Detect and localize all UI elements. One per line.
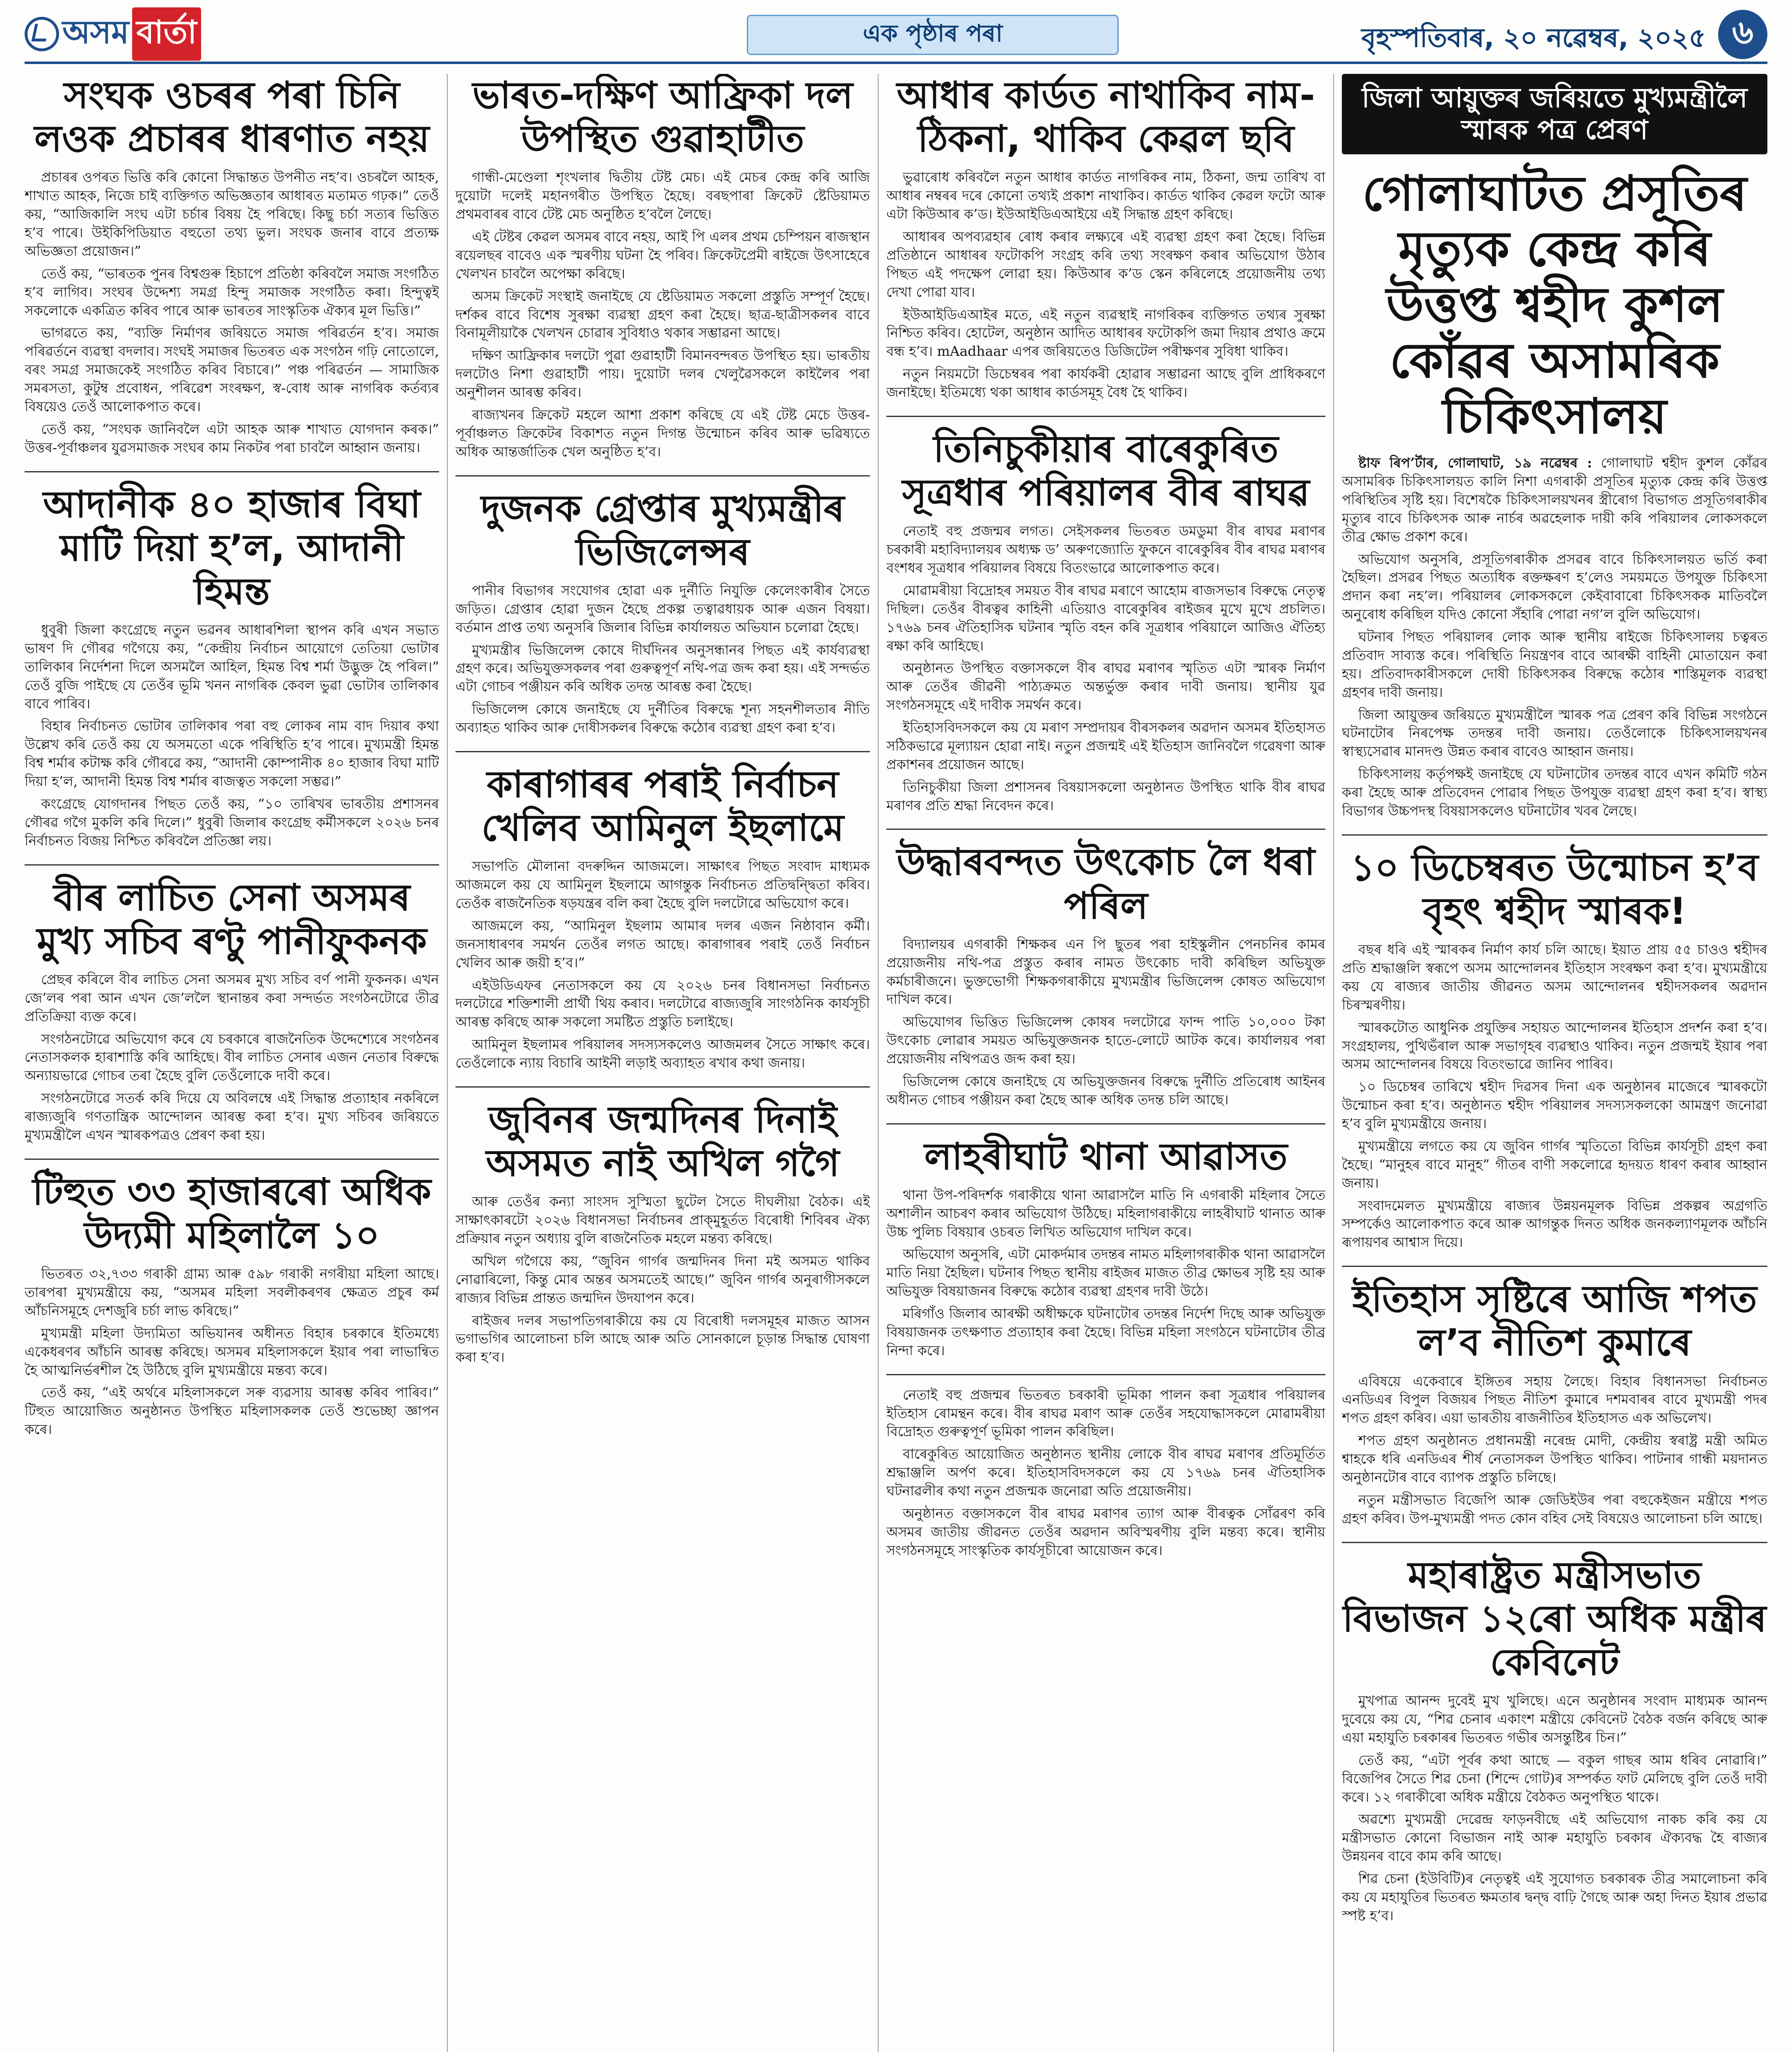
paragraph: অভিযোগ অনুসৰি, প্ৰসূতিগৰাকীক প্ৰসৱৰ বাবে চিকিৎসালয়ত ভৰ্তি কৰা হৈছিল। প্ৰসৱৰ পিছত অত্যধিক ৰক্তক্ষৰণ হ’লেও সময়মতে উপযুক্ত চিকিৎসা প্ৰদান কৰা নহ’ল। পৰিয়ালৰ লোকসকলে কেইবাবাৰো চিকিৎসকক মাতিবলৈ অনুৰোধ কৰিছিল যদিও কোনো সঁহাৰি পোৱা নগ’ল বুলি অভিযোগ। [1342,551,1767,623]
paragraph: তেওঁ কয়, “এটা পূৰ্বৰ কথা আছে — বকুল গাছৰ আম ধৰিব নোৱাৰি।” বিজেপিৰ সৈতে শিৱ চেনা (শিন্দে গোট)ৰ সম্পৰ্কত ফাট মেলিছে বুলি তেওঁ দাবী কৰে। ১২ গৰাকীৰো অধিক মন্ত্ৰীয়ে বৈঠকত অনুপস্থিত থাকে। [1342,1752,1767,1805]
paragraph: তেওঁ কয়, “সংঘক জানিবলৈ এটা আহক আৰু শাখাত যোগদান কৰক।” উত্তৰ-পূৰ্বাঞ্চলৰ যুৱসমাজক সংঘৰ কাম নিকটৰ পৰা চাবলৈ আহ্বান জনায়। [25,421,439,456]
paragraph: আধাৰৰ অপব্যৱহাৰ ৰোধ কৰাৰ লক্ষ্যৰে এই ব্যৱস্থা গ্ৰহণ কৰা হৈছে। বিভিন্ন প্ৰতিষ্ঠানে আধাৰৰ ফটোকপি সংগ্ৰহ কৰি তথ্য সংৰক্ষণ কৰাৰ অভিযোগ উঠাৰ পিছত এই পদক্ষেপ লোৱা হয়। কিউআৰ ক’ড স্কেন কৰিলেহে প্ৰয়োজনীয় তথ্য দেখা পোৱা যাব। [886,229,1325,300]
article [25,74,439,457]
article-body [455,1193,870,1367]
paragraph: এইউডিএফৰ নেতাসকলে কয় যে ২০২৬ চনৰ বিধানসভা নিৰ্বাচনত দলটোৱে শক্তিশালী প্ৰাৰ্থী থিয় কৰাব। দলটোৱে ৰাজ্যজুৰি সাংগঠনিক কাৰ্যসূচী আৰম্ভ কৰিছে আৰু সকলো সমষ্টিত প্ৰস্তুতি চলাইছে। [455,977,870,1030]
paragraph: আৰু তেওঁৰ কন্যা সাংসদ সুস্মিতা ছুটেল সৈতে দীঘলীয়া বৈঠক। এই সাক্ষাৎকাৰটো ২০২৬ বিধানসভা নিৰ্বাচনৰ প্ৰাক্‌মুহূৰ্তত বিৰোধী শিবিৰৰ ঐক্য প্ৰক্ৰিয়াৰ নতুন অধ্যায় বুলি ৰাজনৈতিক মহলে মন্তব্য কৰিছে। [455,1193,870,1246]
article [25,1170,439,1439]
paragraph: স্মাৰকটোত আধুনিক প্ৰযুক্তিৰ সহায়ত আন্দোলনৰ ইতিহাস প্ৰদৰ্শন কৰা হ’ব। সংগ্ৰহালয়, পুথিভঁৰাল আৰু সভাগৃহৰ ব্যৱস্থাও থাকিব। নতুন প্ৰজন্মই ইয়াৰ পৰা অসম আন্দোলনৰ বিষয়ে বিতংভাৱে জানিব পাৰিব। [1342,1019,1767,1072]
lead-headline: গোলাঘাটত প্ৰসূতিৰ মৃত্যুক কেন্দ্ৰ কৰি উত্তপ্ত শ্বহীদ কুশল কোঁৱৰ অসামৰিক চিকিৎসালয় [1362,165,1747,444]
logo-emblem-icon [25,17,59,51]
article-divider [1342,1542,1767,1543]
article-divider [25,864,439,866]
article-body [455,168,870,461]
article-divider [455,1086,870,1088]
article-divider [25,1159,439,1160]
section-title: এক পৃষ্ঠাৰ পৰা [747,15,1119,55]
logo-text-prefix: অসম [62,14,129,51]
article-body [455,582,870,737]
headline: তিনিচুকীয়াৰ বাৰেকুৰিত সূত্ৰধাৰ পৰিয়ালৰ বীৰ ৰাঘৱ [902,427,1310,515]
paragraph: মুখপাত্ৰ আনন্দ দুবেই মুখ খুলিছে। এনে অনুষ্ঠানৰ সংবাদ মাধ্যমক আনন্দ দুবেয়ে কয় যে, “শিৱ চেনাৰ একাংশ মন্ত্ৰীয়ে কেবিনেট বৈঠক বৰ্জন কৰিছে আৰু এয়া মহাযুতি চৰকাৰৰ ভিতৰত গভীৰ অসন্তুষ্টিৰ চিন।” [1342,1692,1767,1745]
headline: জুবিনৰ জন্মদিনৰ দিনাই অসমত নাই অখিল গগৈ [486,1098,840,1185]
paragraph: মোৱামৰীয়া বিদ্ৰোহৰ সময়ত বীৰ ৰাঘৱ মৰাণে আহোম ৰাজসভাৰ বিৰুদ্ধে নেতৃত্ব দিছিল। তেওঁৰ বীৰত্বৰ কাহিনী এতিয়াও বাৰেকুৰিৰ ৰাইজৰ মুখে মুখে প্ৰচলিত। ১৭৬৯ চনৰ ঐতিহাসিক ঘটনাৰ স্মৃতি বহন কৰি সূত্ৰধাৰ পৰিয়ালে আজিও ঐতিহ্য ৰক্ষা কৰি আহিছে। [886,582,1325,654]
article-body [25,971,439,1145]
paragraph: সংগঠনটোৱে সতৰ্ক কৰি দিয়ে যে অবিলম্বে এই সিদ্ধান্ত প্ৰত্যাহাৰ নকৰিলে ৰাজ্যজুৰি গণতান্ত্ৰিক আন্দোলন আৰম্ভ কৰা হ’ব। মুখ্য সচিবৰ জৰিয়তে মুখ্যমন্ত্ৰীলৈ এখন স্মাৰকপত্ৰও প্ৰেৰণ কৰা হয়। [25,1090,439,1143]
paragraph: মুখ্যমন্ত্ৰীয়ে লগতে কয় যে জুবিন গাৰ্গৰ স্মৃতিতো বিভিন্ন কাৰ্যসূচী গ্ৰহণ কৰা হৈছে। “মানুহৰ বাবে মানুহ” গীতৰ বাণী সকলোৱে হৃদয়ত ধাৰণ কৰাৰ আহ্বান জনায়। [1342,1138,1767,1191]
paragraph: অসম ক্ৰিকেট সংস্থাই জনাইছে যে ষ্টেডিয়ামত সকলো প্ৰস্তুতি সম্পূৰ্ণ হৈছে। দৰ্শকৰ বাবে বিশেষ সুৰক্ষা ব্যৱস্থা গ্ৰহণ কৰা হৈছে। ছাত্ৰ-ছাত্ৰীসকলৰ বাবে বিনামূলীয়াকৈ খেলখন চোৱাৰ সুবিধাও থকাৰ সম্ভাৱনা আছে। [455,288,870,341]
headline: বীৰ লাচিত সেনা অসমৰ মুখ্য সচিব ৰণ্টু পানীফুকনক [37,876,427,963]
paragraph: জিলা আয়ুক্তৰ জৰিয়তে মুখ্যমন্ত্ৰীলৈ স্মাৰক পত্ৰ প্ৰেৰণ কৰি বিভিন্ন সংগঠনে ঘটনাটোৰ নিৰপেক্ষ তদন্তৰ দাবী জনায়। তেওঁলোকে চিকিৎসালয়খনৰ স্বাস্থ্যসেৱাৰ মানদণ্ড উন্নত কৰাৰ বাবেও আহ্বান জনায়। [1342,706,1767,760]
paragraph: ভিজিলেন্স কোষে জনাইছে যে অভিযুক্তজনৰ বিৰুদ্ধে দুৰ্নীতি প্ৰতিৰোধ আইনৰ অধীনত গোচৰ পঞ্জীয়ন কৰা হৈছে আৰু অধিক তদন্ত চলি আছে। [886,1073,1325,1108]
column-divider [1333,74,1334,2052]
column-3 [886,74,1325,2052]
paragraph: ইউআইডিএআইৰ মতে, এই নতুন ব্যৱস্থাই নাগৰিকৰ ব্যক্তিগত তথ্যৰ সুৰক্ষা নিশ্চিত কৰিব। হোটেল, অনুষ্ঠান আদিত আধাৰৰ ফটোকপি জমা দিয়াৰ প্ৰথাও ক্ৰমে বন্ধ হ’ব। mAadhaar এপৰ জৰিয়তেও ডিজিটেল পৰীক্ষণৰ সুবিধা থাকিব। [886,306,1325,360]
paragraph: অৱশ্যে মুখ্যমন্ত্ৰী দেৱেন্দ্ৰ ফাড়নবীছে এই অভিযোগ নাকচ কৰি কয় যে মন্ত্ৰীসভাত কোনো বিভাজন নাই আৰু মহাযুতি চৰকাৰ ঐক্যবদ্ধ হৈ ৰাজ্যৰ উন্নয়নৰ বাবে কাম কৰি আছে। [1342,1811,1767,1864]
paragraph: গান্ধী-মেণ্ডেলা শৃংখলাৰ দ্বিতীয় টেষ্ট মেচ। এই মেচৰ কেন্দ্ৰ কৰি আজি দুয়োটা দলেই মহানগৰীত উপস্থিত হৈছে। বৰছপাৰা ক্ৰিকেট ষ্টেডিয়ামত প্ৰথমবাৰৰ বাবে টেষ্ট মেচ অনুষ্ঠিত হ’বলৈ লৈছে। [455,169,870,222]
paragraph: তেওঁ কয়, “এই অৰ্থৰে মহিলাসকলে সৰু ব্যৱসায় আৰম্ভ কৰিব পাৰিব।” টিহুত আয়োজিত অনুষ্ঠানত উপস্থিত মহিলাসকলক তেওঁ শুভেচ্ছা জ্ঞাপন কৰে। [25,1384,439,1438]
paragraph: নেতাই বহু প্ৰজন্মৰ ভিতৰত চৰকাৰী ভূমিকা পালন কৰা সূত্ৰধাৰ পৰিয়ালৰ ইতিহাস ৰোমন্থন কৰে। বীৰ ৰাঘৱ মৰাণ আৰু তেওঁৰ সহযোদ্ধাসকলে মোৱামৰীয়া বিদ্ৰোহত গুৰুত্বপূৰ্ণ ভূমিকা পালন কৰিছিল। [886,1386,1325,1440]
paragraph: মুখ্যমন্ত্ৰী মহিলা উদ্যমিতা অভিযানৰ অধীনত বিহাৰ চৰকাৰে ইতিমধ্যে একেধৰণৰ আঁচনি আৰম্ভ কৰিছে। অসমৰ মহিলাসকলে ইয়াৰ পৰা লাভান্বিত হৈ আত্মনিৰ্ভৰশীল হৈ উঠিছে বুলি মুখ্যমন্ত্ৰীয়ে মন্তব্য কৰে। [25,1325,439,1378]
paragraph: শপত গ্ৰহণ অনুষ্ঠানত প্ৰধানমন্ত্ৰী নৰেন্দ্ৰ মোদী, কেন্দ্ৰীয় স্বৰাষ্ট্ৰ মন্ত্ৰী অমিত শ্বাহকে ধৰি এনডিএৰ শীৰ্ষ নেতাসকল উপস্থিত থাকিব। পাটনাৰ গান্ধী ময়দানত অনুষ্ঠানটোৰ বাবে ব্যাপক প্ৰস্তুতি চলিছে। [1342,1432,1767,1485]
article-divider [886,416,1325,417]
article-body [25,1265,439,1439]
headline: উদ্ধাৰবন্দত উৎকোচ লৈ ধৰা পৰিল [897,840,1315,928]
paragraph: সংবাদমেলত মুখ্যমন্ত্ৰীয়ে ৰাজ্যৰ উন্নয়নমূলক বিভিন্ন প্ৰকল্পৰ অগ্ৰগতি সম্পৰ্কেও আলোকপাত কৰে আৰু আগন্তুক দিনত অধিক জনকল্যাণমূলক আঁচনি ৰূপায়ণৰ আশ্বাস দিয়ে। [1342,1197,1767,1250]
paragraph: মৰিগাঁও জিলাৰ আৰক্ষী অধীক্ষকে ঘটনাটোৰ তদন্তৰ নিৰ্দেশ দিছে আৰু অভিযুক্ত বিষয়াজনক তৎক্ষণাত প্ৰত্যাহাৰ কৰা হৈছে। বিভিন্ন মহিলা সংগঠনে ঘটনাটোৰ তীব্ৰ নিন্দা কৰে। [886,1305,1325,1358]
paragraph: ভিজিলেন্স কোষে জনাইছে যে দুৰ্নীতিৰ বিৰুদ্ধে শূন্য সহনশীলতাৰ নীতি অব্যাহত থাকিব আৰু দোষীসকলৰ বিৰুদ্ধে কঠোৰ ব্যৱস্থা গ্ৰহণ কৰা হ’ব। [455,701,870,735]
paragraph: নেতাই বহু প্ৰজন্মৰ লগত। সেইসকলৰ ভিতৰত ডমডুমা বীৰ ৰাঘৱ মৰাণৰ চৰকাৰী মহাবিদ্যালয়ৰ অধ্যক্ষ ড’ অৰুণজ্যোতি ফুকনে বাৰেকুৰিৰ বীৰ ৰাঘৱ মৰাণৰ বংশধৰ সূত্ৰধাৰ পৰিয়ালৰ বিষয়ে বিতংভাৱে আলোকপাত কৰে। [886,523,1325,576]
paragraph: অনুষ্ঠানত বক্তাসকলে বীৰ ৰাঘৱ মৰাণৰ ত্যাগ আৰু বীৰত্বক সোঁৱৰণ কৰি অসমৰ জাতীয় জীৱনত তেওঁৰ অৱদান অবিস্মৰণীয় বুলি মন্তব্য কৰে। স্থানীয় সংগঠনসমূহে সাংস্কৃতিক কাৰ্যসূচীৰো আয়োজন কৰে। [886,1505,1325,1558]
paragraph-text: গোলাঘাট শ্বহীদ কুশল কোঁৱৰ অসামৰিক চিকিৎসালয়ত কালি নিশা এগৰাকী প্ৰসূতিৰ মৃত্যুক কেন্দ্ৰ কৰি উত্তপ্ত পৰিস্থিতিৰ সৃষ্টি হয়। বিশেষকৈ চিকিৎসালয়খনৰ স্ত্ৰীৰোগ বিভাগত প্ৰসূতিগৰাকীৰ মৃত্যুৰ বাবে চিকিৎসক আৰু নাৰ্চৰ অৱহেলাক দায়ী কৰি পৰিয়ালৰ লোকসকলে তীব্ৰ ক্ষোভ প্ৰকাশ কৰে। [1342,455,1767,545]
masthead [25,7,1767,62]
paragraph: অভিযোগৰ ভিত্তিত ভিজিলেন্স কোষৰ দলটোৱে ফান্দ পাতি ১০,০০০ টকা উৎকোচ লোৱাৰ সময়ত অভিযুক্তজনক হাতে-লোটে আটক কৰে। কাৰ্যালয়ৰ পৰা প্ৰয়োজনীয় নথিপত্ৰও জব্দ কৰা হয়। [886,1014,1325,1067]
article-body [1342,1372,1767,1528]
paragraph: কংগ্ৰেছে যোগদানৰ পিছত তেওঁ কয়, “১০ তাৰিখৰ ভাৰতীয় প্ৰশাসনৰ গৌৰৱ গগৈ মুকলি কৰি দিলে।” ধুবুৰী জিলাৰ কংগ্ৰেছ কৰ্মীসকলে ২০২৬ চনৰ নিৰ্বাচনত বিজয় নিশ্চিত কৰিবলৈ প্ৰতিজ্ঞা লয়। [25,795,439,849]
headline: টিহুত ৩৩ হাজাৰৰো অধিক উদ্যমী মহিলালৈ ১০ [32,1170,431,1257]
paragraph: ১০ ডিচেম্বৰ তাৰিখে শ্বহীদ দিৱসৰ দিনা এক অনুষ্ঠানৰ মাজেৰে স্মাৰকটো উন্মোচন কৰা হ’ব। অনুষ্ঠানত শ্বহীদ পৰিয়ালৰ সদস্যসকলকো আমন্ত্ৰণ জনোৱা হ’ব বুলি মুখ্যমন্ত্ৰীয়ে জনায়। [1342,1079,1767,1132]
article-body [886,168,1325,402]
headline: আধাৰ কাৰ্ডত নাথাকিব নাম-ঠিকনা, থাকিব কেৱল ছবি [897,74,1315,161]
headline: আদানীক ৪০ হাজাৰ বিঘা মাটি দিয়া হ’ল, আদানী হিমন্ত [43,483,421,613]
paragraph: থানা উপ-পৰিদৰ্শক গৰাকীয়ে থানা আৱাসলৈ মাতি নি এগৰাকী মহিলাৰ সৈতে অশালীন আচৰণ কৰাৰ অভিযোগ উঠিছে। মহিলাগৰাকীয়ে লাহৰীঘাট থানাত আৰু উচ্চ পুলিচ বিষয়াৰ ওচৰত লিখিত অভিযোগ দাখিল কৰে। [886,1186,1325,1240]
headline: দুজনক গ্ৰেপ্তাৰ মুখ্যমন্ত্ৰীৰ ভিজিলেন্সৰ [481,487,845,574]
paragraph: পানীৰ বিভাগৰ সংযোগৰ হোৱা এক দুৰ্নীতি নিযুক্তি কেলেংকাৰীৰ সৈতে জড়িত। গ্ৰেপ্তাৰ হোৱা দুজন হৈছে প্ৰকল্প তত্বাৱধায়ক আৰু এজন বিষয়া। বৰ্তমান প্ৰাপ্ত তথ্য অনুসৰি জিলাৰ বিভিন্ন কাৰ্যালয়ত অভিযান চলোৱা হৈছে। [455,582,870,635]
column-divider [878,74,879,2052]
dateline: ষ্টাফ ৰিপ’ৰ্টাৰ, গোলাঘাট, ১৯ নৱেম্বৰ : [1358,455,1592,471]
banner-headline: জিলা আয়ুক্তৰ জৰিয়তে মুখ্যমন্ত্ৰীলৈ স্মাৰক পত্ৰ প্ৰেৰণ [1342,74,1767,154]
paragraph: ৰাইজৰ দলৰ সভাপতিগৰাকীয়ে কয় যে বিৰোধী দলসমূহৰ মাজত আসন ভগাভগিৰ আলোচনা চলি আছে আৰু অতি সোনকালে চূড়ান্ত সিদ্ধান্ত ঘোষণা কৰা হ’ব। [455,1312,870,1365]
header-divider [25,62,1767,64]
article [25,876,439,1145]
article-body [25,168,439,457]
headline: মহাৰাষ্ট্ৰত মন্ত্ৰীসভাত বিভাজন ১২ৰো অধিক মন্ত্ৰীৰ কেবিনেট [1342,1553,1767,1684]
paragraph: ধুবুৰী জিলা কংগ্ৰেছে নতুন ভৱনৰ আধাৰশিলা স্থাপন কৰি এখন সভাত ভাষণ দি গৌৰৱ গগৈয়ে কয়, “কেন্দ্ৰীয় নিৰ্বাচন আয়োগে তেতিয়া ভোটাৰ তালিকাৰ নিৰ্দেশনা দিলে অসমলৈ আহিল, হিমন্ত বিশ্ব শৰ্মা উদ্ভুক্ত হৈ পৰিল।” তেওঁ বুজি পাইছে যে তেওঁৰ ভূমি খনন নাগৰিক কেবল ভুৱা ভোটাৰ তালিকাৰ বাবে পাৰিব। [25,622,439,712]
paragraph: ৰাজ্যখনৰ ক্ৰিকেট মহলে আশা প্ৰকাশ কৰিছে যে এই টেষ্ট মেচে উত্তৰ-পূৰ্বাঞ্চলত ক্ৰিকেটৰ বিকাশত নতুন দিগন্ত উন্মোচন কৰিব আৰু ভৱিষ্যতে অধিক আন্তৰ্জাতিক খেল অনুষ্ঠিত হ’ব। [455,406,870,460]
paragraph: তিনিচুকীয়া জিলা প্ৰশাসনৰ বিষয়াসকলো অনুষ্ঠানত উপস্থিত থাকি বীৰ ৰাঘৱ মৰাণৰ প্ৰতি শ্ৰদ্ধা নিবেদন কৰে। [886,779,1325,813]
paragraph: বিহাৰ নিৰ্বাচনত ভোটাৰ তালিকাৰ পৰা বহু লোকৰ নাম বাদ দিয়াৰ কথা উল্লেখ কৰি তেওঁ কয় যে অসমতো একে পৰিস্থিতি হ’ব পাৰে। মুখ্যমন্ত্ৰী হিমন্ত বিশ্ব শৰ্মাৰ কটাক্ষ কৰি গৌৰৱে কয়, “আদানী কোম্পানীক ৪০ হাজাৰ বিঘা মাটি দিয়া হ’ল, আদানী হিমন্ত বিশ্ব শৰ্মাৰ ৰাজত্বত সকলো সম্ভৱ।” [25,718,439,790]
paragraph: সভাপতি মৌলানা বদৰুদ্দিন আজমলে। সাক্ষাৎৰ পিছত সংবাদ মাধ্যমক আজমলে কয় যে আমিনুল ইছলামে আগন্তুক নিৰ্বাচনত প্ৰতিদ্বন্দ্বিতা কৰিব। তেওঁক ৰাজনৈতিক ষড়যন্ত্ৰৰ বলি কৰা হৈছে বুলি দলটোৱে অভিযোগ কৰে। [455,858,870,911]
paragraph: অভিযোগ অনুসৰি, এটা মোকৰ্দমাৰ তদন্তৰ নামত মহিলাগৰাকীক থানা আৱাসলৈ মাতি নিয়া হৈছিল। ঘটনাৰ পিছত স্থানীয় ৰাইজৰ মাজত তীব্ৰ ক্ষোভৰ সৃষ্টি হয় আৰু অভিযুক্ত বিষয়াজনৰ বিৰুদ্ধে কঠোৰ ব্যৱস্থা গ্ৰহণৰ দাবী উঠে। [886,1246,1325,1299]
paragraph: ভিতৰত ৩২,৭৩৩ গৰাকী গ্ৰাম্য আৰু ৫৯৮ গৰাকী নগৰীয়া মহিলা আছে। তাৰপৰা মুখ্যমন্ত্ৰীয়ে কয়, “অসমৰ মহিলা সবলীকৰণৰ ক্ষেত্ৰত প্ৰচুৰ কৰ্ম আঁচনিসমূহে দেশজুৰি চৰ্চা লাভ কৰিছে।” [25,1266,439,1319]
paragraph [1342,454,1767,546]
article-body [886,935,1325,1109]
paragraph: ঘটনাৰ পিছত পৰিয়ালৰ লোক আৰু স্থানীয় ৰাইজে চিকিৎসালয় চত্বৰত প্ৰতিবাদ সাব্যস্ত কৰে। পৰিস্থিতি নিয়ন্ত্ৰণৰ বাবে আৰক্ষী বাহিনী মোতায়েন কৰা হয়। প্ৰতিবাদকাৰীসকলে দোষী চিকিৎসকৰ বিৰুদ্ধে কঠোৰ শাস্তিমূলক ব্যৱস্থা গ্ৰহণৰ দাবী জনায়। [1342,629,1767,700]
paragraph: প্ৰেছৰ কৰিলে বীৰ লাচিত সেনা অসমৰ মুখ্য সচিব বৰ্ণ পানী ফুকনক। এখন জে’লৰ পৰা আন এখন জে’ললৈ স্থানান্তৰ কৰা সন্দৰ্ভত সংগঠনটোৱে তীব্ৰ প্ৰতিক্ৰিয়া ব্যক্ত কৰে। [25,971,439,1024]
paragraph: মুখ্যমন্ত্ৰীৰ ভিজিলেন্স কোষে দীৰ্ঘদিনৰ অনুসন্ধানৰ পিছত এই কাৰ্যব্যৱস্থা গ্ৰহণ কৰে। অভিযুক্তসকলৰ পৰা গুৰুত্বপূৰ্ণ নথি-পত্ৰ জব্দ কৰা হয়। এই সন্দৰ্ভত এটা গোচৰ পঞ্জীয়ন কৰি অধিক তদন্ত আৰম্ভ কৰা হৈছে। [455,641,870,695]
article [1342,1554,1767,1925]
paragraph: এই টেষ্টৰ কেৱল অসমৰ বাবে নহয়, আই পি এলৰ প্ৰথম চেম্পিয়ন ৰাজস্থান ৰয়েলছৰ বাবেও এক স্মৰণীয় ঘটনা হৈ পৰিব। ক্ৰিকেটপ্ৰেমী ৰাইজে উৎসাহেৰে খেলখন চাবলৈ অপেক্ষা কৰিছে। [455,229,870,282]
article-body [455,857,870,1072]
paragraph: নতুন মন্ত্ৰীসভাত বিজেপি আৰু জেডিইউৰ পৰা বহুকেইজন মন্ত্ৰীয়ে শপত গ্ৰহণ কৰিব। উপ-মুখ্যমন্ত্ৰী পদত কোন বহিব সেই বিষয়েও আলোচনা চলি আছে। [1342,1491,1767,1526]
article [886,74,1325,402]
headline: সংঘক ওচৰৰ পৰা চিনি লওক প্ৰচাৰৰ ধাৰণাত নহয় [34,74,430,161]
headline: ইতিহাস সৃষ্টিৰে আজি শপত ল’ব নীতিশ কুমাৰে [1352,1278,1757,1365]
headline: ১০ ডিচেম্বৰত উন্মোচন হ’ব বৃহৎ শ্বহীদ স্মাৰক! [1350,846,1759,933]
article [886,428,1325,815]
column-divider [447,74,448,2052]
paragraph: চিকিৎসালয় কৰ্তৃপক্ষই জনাইছে যে ঘটনাটোৰ তদন্তৰ বাবে এখন কমিটি গঠন কৰা হৈছে আৰু প্ৰতিবেদন পোৱাৰ পিছত উপযুক্ত ব্যৱস্থা গ্ৰহণ কৰা হ’ব। স্বাস্থ্য বিভাগৰ উচ্চপদস্থ বিষয়াসকলেও ঘটনাটোৰ খবৰ লৈছে। [1342,766,1767,819]
paragraph: বাৰেকুৰিত আয়োজিত অনুষ্ঠানত স্থানীয় লোকে বীৰ ৰাঘৱ মৰাণৰ প্ৰতিমূৰ্তিত শ্ৰদ্ধাঞ্জলি অৰ্পণ কৰে। ইতিহাসবিদসকলে কয় যে ১৭৬৯ চনৰ ঐতিহাসিক ঘটনাৱলীৰ কথা নতুন প্ৰজন্মক জনোৱা অতি প্ৰয়োজনীয়। [886,1446,1325,1499]
article [455,74,870,461]
paragraph: বিদ্যালয়ৰ এগৰাকী শিক্ষকৰ এন পি ছুতৰ পৰা হাইস্কুলীন পেনচনিৰ কামৰ প্ৰয়োজনীয় নথি-পত্ৰ প্ৰস্তুত কৰাৰ নামত উৎকোচ দাবী কৰিছিল অভিযুক্ত কৰ্মচাৰীজনে। ভুক্তভোগী শিক্ষকগৰাকীয়ে মুখ্যমন্ত্ৰীৰ ভিজিলেন্স কোষত অভিযোগ দাখিল কৰে। [886,936,1325,1008]
paragraph: ইতিহাসবিদসকলে কয় যে মৰাণ সম্প্ৰদায়ৰ বীৰসকলৰ অৱদান অসমৰ ইতিহাসত সঠিকভাৱে মূল্যায়ন হোৱা নাই। নতুন প্ৰজন্মই এই ইতিহাস জানিবলৈ গৱেষণা আৰু প্ৰকাশনৰ প্ৰয়োজন আছে। [886,719,1325,772]
paragraph: অখিল গগৈয়ে কয়, “জুবিন গাৰ্গৰ জন্মদিনৰ দিনা মই অসমত থাকিব নোৱাৰিলো, কিন্তু মোৰ অন্তৰ অসমতেই আছে।” জুবিন গাৰ্গৰ অনুৰাগীসকলে ৰাজ্যৰ বিভিন্ন প্ৰান্তত জন্মদিন উদযাপন কৰে। [455,1253,870,1306]
article-body [1342,941,1767,1252]
newspaper-logo [25,11,201,57]
paragraph: সংগঠনটোৱে অভিযোগ কৰে যে চৰকাৰে ৰাজনৈতিক উদ্দেশ্যেৰে সংগঠনৰ নেতাসকলক হাৰাশাস্তি কৰি আহিছে। বীৰ লাচিত সেনাৰ এজন নেতাৰ বিৰুদ্ধে অন্যায়ভাৱে গোচৰ তৰা হৈছে বুলি তেওঁলোকে দাবী কৰে। [25,1031,439,1084]
paragraph: তেওঁ কয়, “ভাৰতক পুনৰ বিশ্বগুৰু হিচাপে প্ৰতিষ্ঠা কৰিবলৈ সমাজ সংগঠিত হ’ব লাগিব। সংঘৰ উদ্দেশ্য সমগ্ৰ হিন্দু সমাজক সংগঠিত কৰা। হিন্দুত্বই সকলোকে একত্ৰিত কৰিব পাৰে আৰু ভাৰতৰ সাংস্কৃতিক ঐক্যৰ মূল ভিত্তি।” [25,265,439,318]
article-divider [455,751,870,752]
issue-date: বৃহস্পতিবাৰ, ২০ নৱেম্বৰ, ২০২৫ [1361,23,1706,53]
article [455,487,870,737]
article [455,763,870,1072]
article [1342,1278,1767,1528]
logo-text-suffix: বাৰ্তা [132,7,201,61]
article-divider [1342,834,1767,836]
article-body [886,1186,1325,1360]
paragraph: অনুষ্ঠানত উপস্থিত বক্তাসকলে বীৰ ৰাঘৱ মৰাণৰ স্মৃতিত এটা স্মাৰক নিৰ্মাণ আৰু তেওঁৰ জীৱনী পাঠ্যক্ৰমত অন্তৰ্ভুক্ত কৰাৰ দাবী জনায়। স্থানীয় যুৱ সংগঠনসমূহে এই দাবীক সমৰ্থন কৰে। [886,660,1325,713]
paragraph: আজমলে কয়, “আমিনুল ইছলাম আমাৰ দলৰ এজন নিষ্ঠাবান কৰ্মী। জনসাধাৰণৰ সমৰ্থন তেওঁৰ লগত আছে। কাৰাগাৰৰ পৰাই তেওঁ নিৰ্বাচন খেলিব আৰু জয়ী হ’ব।” [455,917,870,971]
article [886,1135,1325,1360]
article [886,840,1325,1109]
column-2 [455,74,870,2052]
article [1342,74,1767,820]
headline: লাহৰীঘাট থানা আৱাসত [924,1135,1288,1178]
article-body [886,522,1325,815]
paragraph: আমিনুল ইছলামৰ পৰিয়ালৰ সদস্যসকলেও আজমলৰ সৈতে সাক্ষাৎ কৰে। তেওঁলোকে ন্যায় বিচাৰি আইনী লড়াই অব্যাহত ৰখাৰ কথা জনায়। [455,1036,870,1071]
column-1 [25,74,439,2052]
article-divider [886,829,1325,830]
article-body [1342,454,1767,820]
article-divider [455,475,870,476]
article-divider [886,1123,1325,1124]
article-divider [25,471,439,472]
article-divider [1342,1266,1767,1267]
paragraph: ভাগৱতে কয়, “ব্যক্তি নিৰ্মাণৰ জৰিয়তে সমাজ পৰিৱৰ্তন হ’ব। সমাজ পৰিৱৰ্তনে ব্যৱস্থা বদলাব। সংঘই সমাজৰ ভিতৰত এক সংগঠন গঢ়ি নোতোলে, বৰং সমগ্ৰ সমাজকেই সংগঠিত কৰিব বিচাৰে।” পঞ্চ পৰিৱৰ্তন — সামাজিক সমৰসতা, কুটুম্ব প্ৰবোধন, পৰিৱেশ সংৰক্ষণ, স্ব-বোধ আৰু নাগৰিক কৰ্তব্যৰ বিষয়েও তেওঁ আলোকপাত কৰে। [25,325,439,415]
paragraph: বছৰ ধৰি এই স্মাৰকৰ নিৰ্মাণ কাৰ্য চলি আছে। ইয়াত প্ৰায় ৫৫ চাওও শ্বহীদৰ প্ৰতি শ্ৰদ্ধাঞ্জলি স্বৰূপে অসম আন্দোলনৰ ইতিহাস সংৰক্ষণ কৰা হ’ব। মুখ্যমন্ত্ৰীয়ে কয় যে ৰাজ্যৰ জাতীয় জীৱনত অসম আন্দোলনৰ শ্বহীদসকলৰ অৱদান চিৰস্মৰণীয়। [1342,941,1767,1013]
column-4 [1342,74,1767,2052]
article [886,1386,1325,1560]
article [1342,846,1767,1252]
article [455,1098,870,1367]
article-body [1342,1692,1767,1925]
headline: ভাৰত-দক্ষিণ আফ্ৰিকা দল উপস্থিত গুৱাহাটীত [472,74,853,161]
paragraph: ভুৱাৰোধ কৰিবলৈ নতুন আধাৰ কাৰ্ডত নাগৰিকৰ নাম, ঠিকনা, জন্ম তাৰিখ বা আধাৰ নম্বৰৰ দৰে কোনো তথ্যই প্ৰকাশ নাথাকিব। কাৰ্ডত থাকিব কেৱল ফটো আৰু এটা কিউআৰ ক’ড। ইউআইডিএআইয়ে এই সিদ্ধান্ত গ্ৰহণ কৰিছে। [886,169,1325,222]
article [25,483,439,850]
paragraph: প্ৰচাৰৰ ওপৰত ভিত্তি কৰি কোনো সিদ্ধান্তত উপনীত নহ’ব। ওচৰলৈ আহক, শাখাত আহক, নিজে চাই ব্যক্তিগত অভিজ্ঞতাৰ আধাৰত মতামত গঢ়ক।” তেওঁ কয়, “আজিকালি সংঘ এটা চৰ্চাৰ বিষয় হৈ পৰিছে। কিছু চৰ্চা সত্যৰ ভিত্তিত হ’ব পাৰে। উইকিপিডিয়াত বহুতো তথ্য ভুল। সংঘক জনাৰ বাবে প্ৰত্যক্ষ অভিজ্ঞতা প্ৰয়োজন।” [25,169,439,259]
paragraph: দক্ষিণ আফ্ৰিকাৰ দলটো পুৱা গুৱাহাটী বিমানবন্দৰত উপস্থিত হয়। ভাৰতীয় দলটোও নিশা গুৱাহাটী পায়। দুয়োটা দলৰ খেলুৱৈসকলে কাইলৈৰ পৰা অনুশীলন আৰম্ভ কৰিব। [455,347,870,400]
article-divider [886,1374,1325,1375]
paragraph: নতুন নিয়মটো ডিচেম্বৰৰ পৰা কাৰ্যকৰী হোৱাৰ সম্ভাৱনা আছে বুলি প্ৰাধিকৰণে জনাইছে। ইতিমধ্যে থকা আধাৰ কাৰ্ডসমূহ বৈধ হৈ থাকিব। [886,366,1325,400]
page-number: ৬ [1718,10,1767,59]
paragraph: শিৱ চেনা (ইউবিটি)ৰ নেতৃত্বই এই সুযোগত চৰকাৰক তীব্ৰ সমালোচনা কৰি কয় যে মহাযুতিৰ ভিতৰত ক্ষমতাৰ দ্বন্দ্ব বাঢ়ি গৈছে আৰু অহা দিনত ইয়াৰ প্ৰভাৱ স্পষ্ট হ’ব। [1342,1871,1767,1924]
paragraph: এবিষয়ে একেবাৰে ইঙ্গিতৰ সহায় লৈছে। বিহাৰ বিধানসভা নিৰ্বাচনত এনডিএৰ বিপুল বিজয়ৰ পিছত নীতিশ কুমাৰে দশমবাৰৰ বাবে মুখ্যমন্ত্ৰী পদৰ শপত গ্ৰহণ কৰিব। এয়া ভাৰতীয় ৰাজনীতিৰ ইতিহাসত এক অভিলেখ। [1342,1373,1767,1426]
article-body [886,1386,1325,1560]
headline: কাৰাগাৰৰ পৰাই নিৰ্বাচন খেলিব আমিনুল ইছলামে [481,763,844,850]
article-body [25,621,439,850]
